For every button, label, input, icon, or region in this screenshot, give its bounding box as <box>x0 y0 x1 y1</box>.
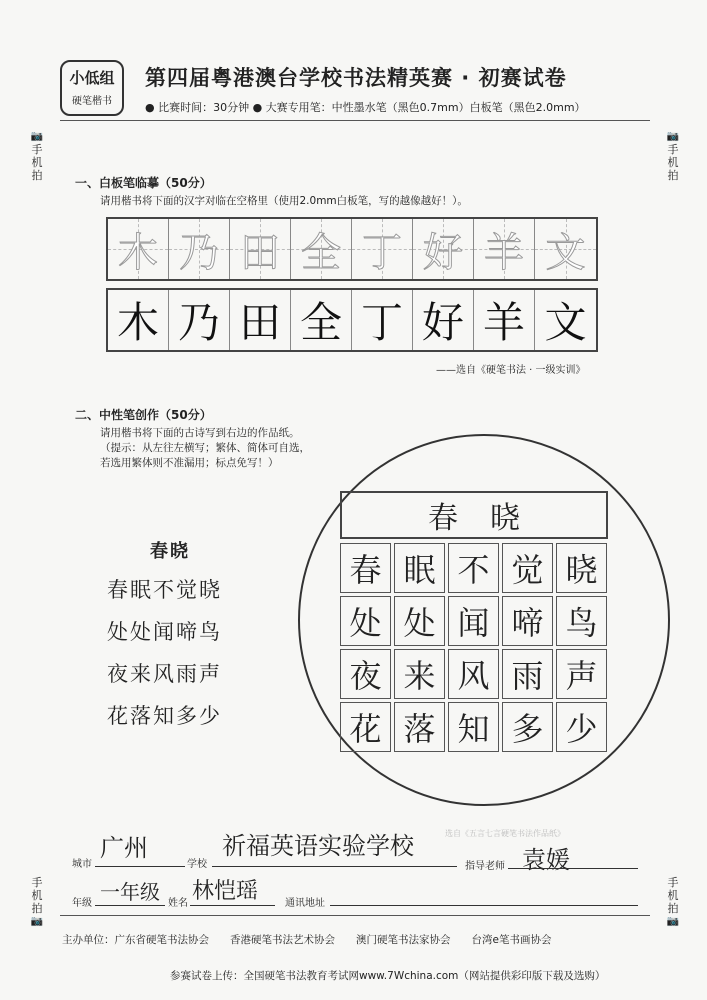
work-cell[interactable]: 来 <box>394 649 445 699</box>
work-cell[interactable]: 花 <box>340 702 391 752</box>
faint-note: 选自《五言七言硬笔书法作品纸》 <box>445 829 565 838</box>
work-title-char: 春 <box>428 501 458 536</box>
work-cell[interactable]: 少 <box>556 702 607 752</box>
work-row <box>340 702 608 752</box>
poem-line: 夜来风雨声 <box>107 662 222 686</box>
camera-icon: 📷 <box>30 916 44 927</box>
poem-line: 春眠不觉晓 <box>107 578 222 602</box>
work-cell[interactable]: 眠 <box>394 543 445 593</box>
model-cell: 丁 <box>352 219 413 279</box>
teacher-line <box>508 868 638 869</box>
work-cell[interactable]: 雨 <box>502 649 553 699</box>
exam-info: ● 比赛时间：30分钟 ● 大赛专用笔：中性墨水笔（黑色0.7mm）白板笔（黑色2.0mm） <box>145 101 586 114</box>
work-row <box>340 543 608 593</box>
model-cell: 乃 <box>169 219 230 279</box>
copy-cell[interactable]: 乃 <box>169 290 230 350</box>
model-cell: 全 <box>291 219 352 279</box>
work-cell[interactable]: 春 <box>340 543 391 593</box>
work-cell[interactable]: 啼 <box>502 596 553 646</box>
work-cell[interactable]: 声 <box>556 649 607 699</box>
name-label: 姓名 <box>168 898 188 909</box>
camera-icon: 📷 <box>666 916 680 927</box>
city-line <box>95 866 185 867</box>
work-cell[interactable]: 晓 <box>556 543 607 593</box>
group-badge-title: 小低组 <box>69 69 115 87</box>
grade-line <box>95 905 165 906</box>
grade-value[interactable]: 一年级 <box>100 880 160 904</box>
school-line <box>212 866 457 867</box>
teacher-label: 指导老师 <box>465 861 505 872</box>
work-title-char: 晓 <box>490 501 520 536</box>
side-label-bottom-left: 手 机 拍 📷 <box>30 876 44 927</box>
work-cell[interactable]: 闻 <box>448 596 499 646</box>
copy-cell[interactable]: 丁 <box>352 290 413 350</box>
model-cell: 文 <box>535 219 596 279</box>
grade-label: 年级 <box>72 898 92 909</box>
side-label-top-left: 📷 手 机 拍 <box>30 131 44 182</box>
work-row <box>340 649 608 699</box>
section1-instruction: 请用楷书将下面的汉字对临在空格里（使用2.0mm白板笔，写的越像越好！）。 <box>100 195 468 207</box>
work-row <box>340 596 608 646</box>
upload-info: 参赛试卷上传：全国硬笔书法教育考试网www.7Wchina.com（网站提供彩印版下载及选购） <box>170 970 606 982</box>
source-note: ——选自《硬笔书法 · 一级实训》 <box>436 365 586 376</box>
city-value[interactable]: 广州 <box>100 834 148 862</box>
section2-instruction-2: （提示：从左往左横写；繁体、简体可自选， <box>100 442 310 454</box>
work-cell[interactable]: 觉 <box>502 543 553 593</box>
name-line <box>190 905 275 906</box>
copy-cell[interactable]: 文 <box>544 298 587 347</box>
side-label-bottom-right: 手 机 拍 📷 <box>666 876 680 927</box>
work-grid <box>340 543 608 755</box>
poem-title: 春晓 <box>150 541 190 562</box>
section2-heading: 二、中性笔创作（50分） <box>75 408 212 422</box>
side-label-top-right: 📷 手 机 拍 <box>666 131 680 182</box>
page-title: 第四届粤港澳台学校书法精英赛 · 初赛试卷 <box>145 66 567 90</box>
address-line[interactable] <box>330 905 638 906</box>
work-cell[interactable]: 落 <box>394 702 445 752</box>
section2-instruction-1: 请用楷书将下面的古诗写到右边的作品纸。 <box>100 427 300 439</box>
work-cell[interactable]: 鸟 <box>556 596 607 646</box>
school-label: 学校 <box>187 859 207 870</box>
copy-cell[interactable]: 好 <box>413 290 474 350</box>
work-cell[interactable]: 知 <box>448 702 499 752</box>
city-label: 城市 <box>72 859 92 870</box>
model-cell: 羊 <box>474 219 535 279</box>
copy-grid <box>106 288 598 352</box>
model-cell: 木 <box>108 219 169 279</box>
camera-icon: 📷 <box>666 131 680 142</box>
work-cell[interactable]: 处 <box>394 596 445 646</box>
work-title-box[interactable] <box>340 491 608 539</box>
work-cell[interactable]: 风 <box>448 649 499 699</box>
poem-line: 花落知多少 <box>107 704 222 728</box>
header-divider <box>60 120 650 121</box>
section1-heading: 一、白板笔临摹（50分） <box>75 176 212 190</box>
work-cell[interactable]: 多 <box>502 702 553 752</box>
copy-cell[interactable]: 全 <box>291 290 352 350</box>
copy-cell[interactable]: 木 <box>108 290 169 350</box>
work-cell[interactable]: 夜 <box>340 649 391 699</box>
model-cell: 好 <box>413 219 474 279</box>
copy-cell[interactable]: 羊 <box>474 290 535 350</box>
footer-divider <box>60 915 650 916</box>
copy-cell[interactable]: 田 <box>230 290 291 350</box>
school-value[interactable]: 祈福英语实验学校 <box>222 832 414 860</box>
organizers: 主办单位：广东省硬笔书法协会 香港硬笔书法艺术协会 澳门硬笔书法家协会 台湾e笔书画协会 <box>62 934 552 946</box>
poem-line: 处处闻啼鸟 <box>107 620 222 644</box>
group-badge-subtitle: 硬笔楷书 <box>72 96 112 107</box>
address-label: 通讯地址 <box>285 898 325 909</box>
teacher-value[interactable]: 袁媛 <box>522 846 570 874</box>
camera-icon: 📷 <box>30 131 44 142</box>
work-cell[interactable]: 不 <box>448 543 499 593</box>
name-value[interactable]: 林恺瑶 <box>192 879 259 904</box>
model-cell: 田 <box>230 219 291 279</box>
section2-instruction-3: 若选用繁体则不准漏用；标点免写！） <box>100 457 279 469</box>
model-grid <box>106 217 598 281</box>
work-cell[interactable]: 处 <box>340 596 391 646</box>
group-badge <box>60 60 124 116</box>
